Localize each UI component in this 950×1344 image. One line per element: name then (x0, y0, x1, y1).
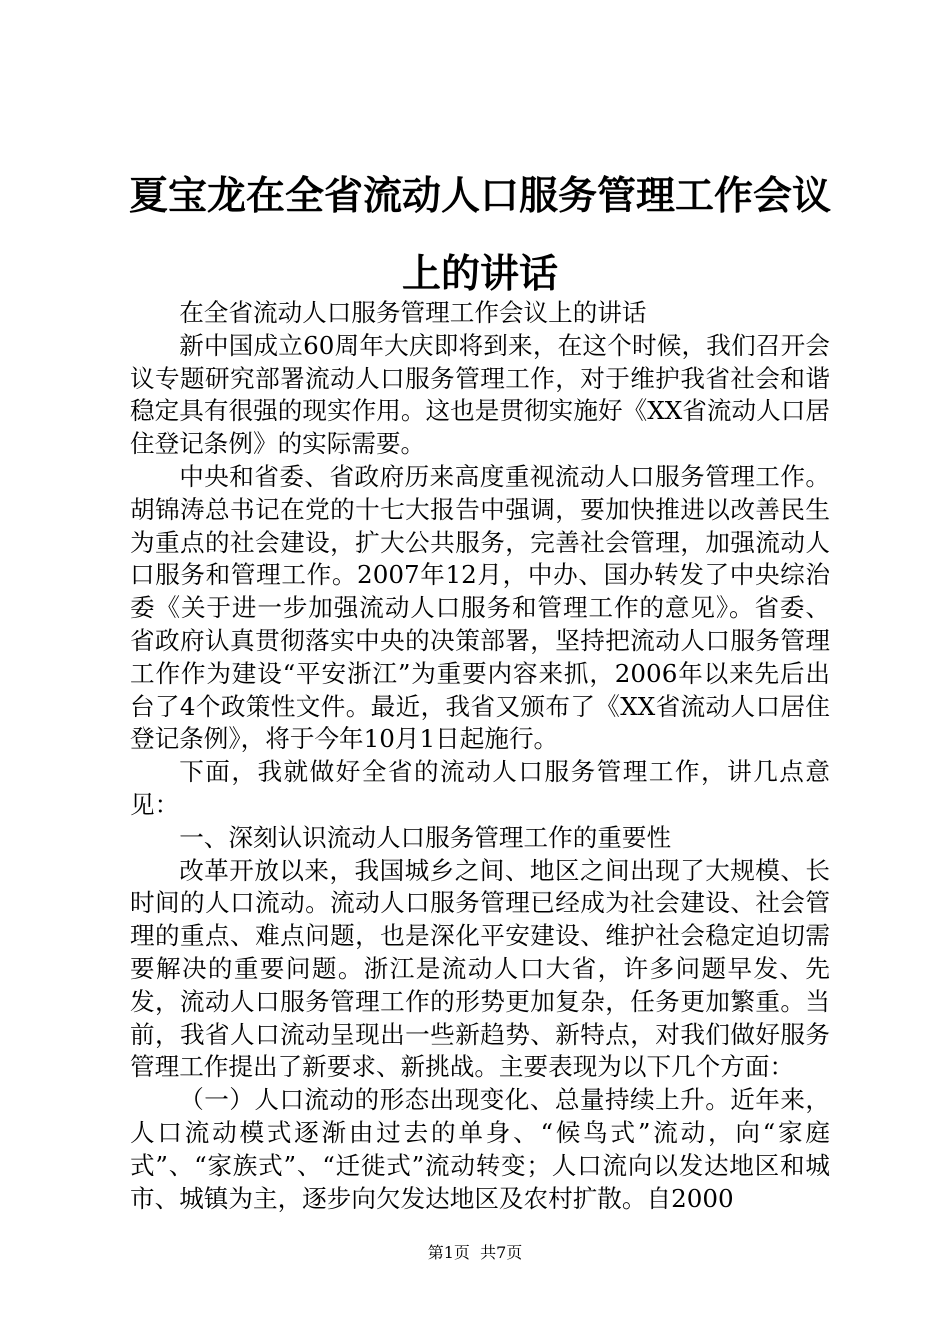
paragraph-section-1: 改革开放以来，我国城乡之间、地区之间出现了大规模、长时间的人口流动。流动人口服务管理已经成为社会建设、社会管理的重点、难点问题，也是深化平安建设、维护社会稳定迫切需要解决的重要问题。浙江是流动人口大省，许多问题早发、先发，流动人口服务管理工作的形势更加复杂，任务更加繁重。当前，我省人口流动呈现出一些新趋势、新特点，对我们做好服务管理工作提出了新要求、新挑战。主要表现为以下几个方面： (130, 855, 830, 1082)
paragraph-intro: 新中国成立60周年大庆即将到来，在这个时候，我们召开会议专题研究部署流动人口服务管理工作，对于维护我省社会和谐稳定具有很强的现实作用。这也是贯彻实施好《XX省流动人口居住登记条例》的实际需要。 (130, 330, 830, 459)
paragraph-transition: 下面，我就做好全省的流动人口服务管理工作，讲几点意见： (130, 757, 830, 819)
document-title: 夏宝龙在全省流动人口服务管理工作会议上的讲话 (128, 174, 831, 297)
page-number: 第1页 共7页 (427, 1243, 523, 1262)
paragraph-background: 中央和省委、省政府历来高度重视流动人口服务管理工作。胡锦涛总书记在党的十七大报告中强调，要加快推进以改善民生为重点的社会建设，扩大公共服务，完善社会管理，加强流动人口服务和管理工作。2007年12月，中办、国办转发了中央综治委《关于进一步加强流动人口服务和管理工作的意见》。省委、省政府认真贯彻落实中央的决策部署，坚持把流动人口服务管理工作作为建设“平安浙江”为重要内容来抓，2006年以来先后出台了4个政策性文件。最近，我省又颁布了《XX省流动人口居住登记条例》，将于今年10月1日起施行。 (130, 461, 830, 754)
paragraph-subtitle: 在全省流动人口服务管理工作会议上的讲话 (179, 298, 647, 327)
document-body (130, 297, 830, 1215)
page-footer (0, 1243, 950, 1263)
paragraph-subsection-1: （一）人口流动的形态出现变化、总量持续上升。近年来，人口流动模式逐渐由过去的单身、“候鸟式”流动，向“家庭式”、“家族式”、“迁徙式”流动转变；人口流向以发达地区和城市、城镇为主，逐步向欠发达地区及农村扩散。自2000 (130, 1085, 830, 1213)
section-heading-1: 一、深刻认识流动人口服务管理工作的重要性 (179, 822, 672, 852)
